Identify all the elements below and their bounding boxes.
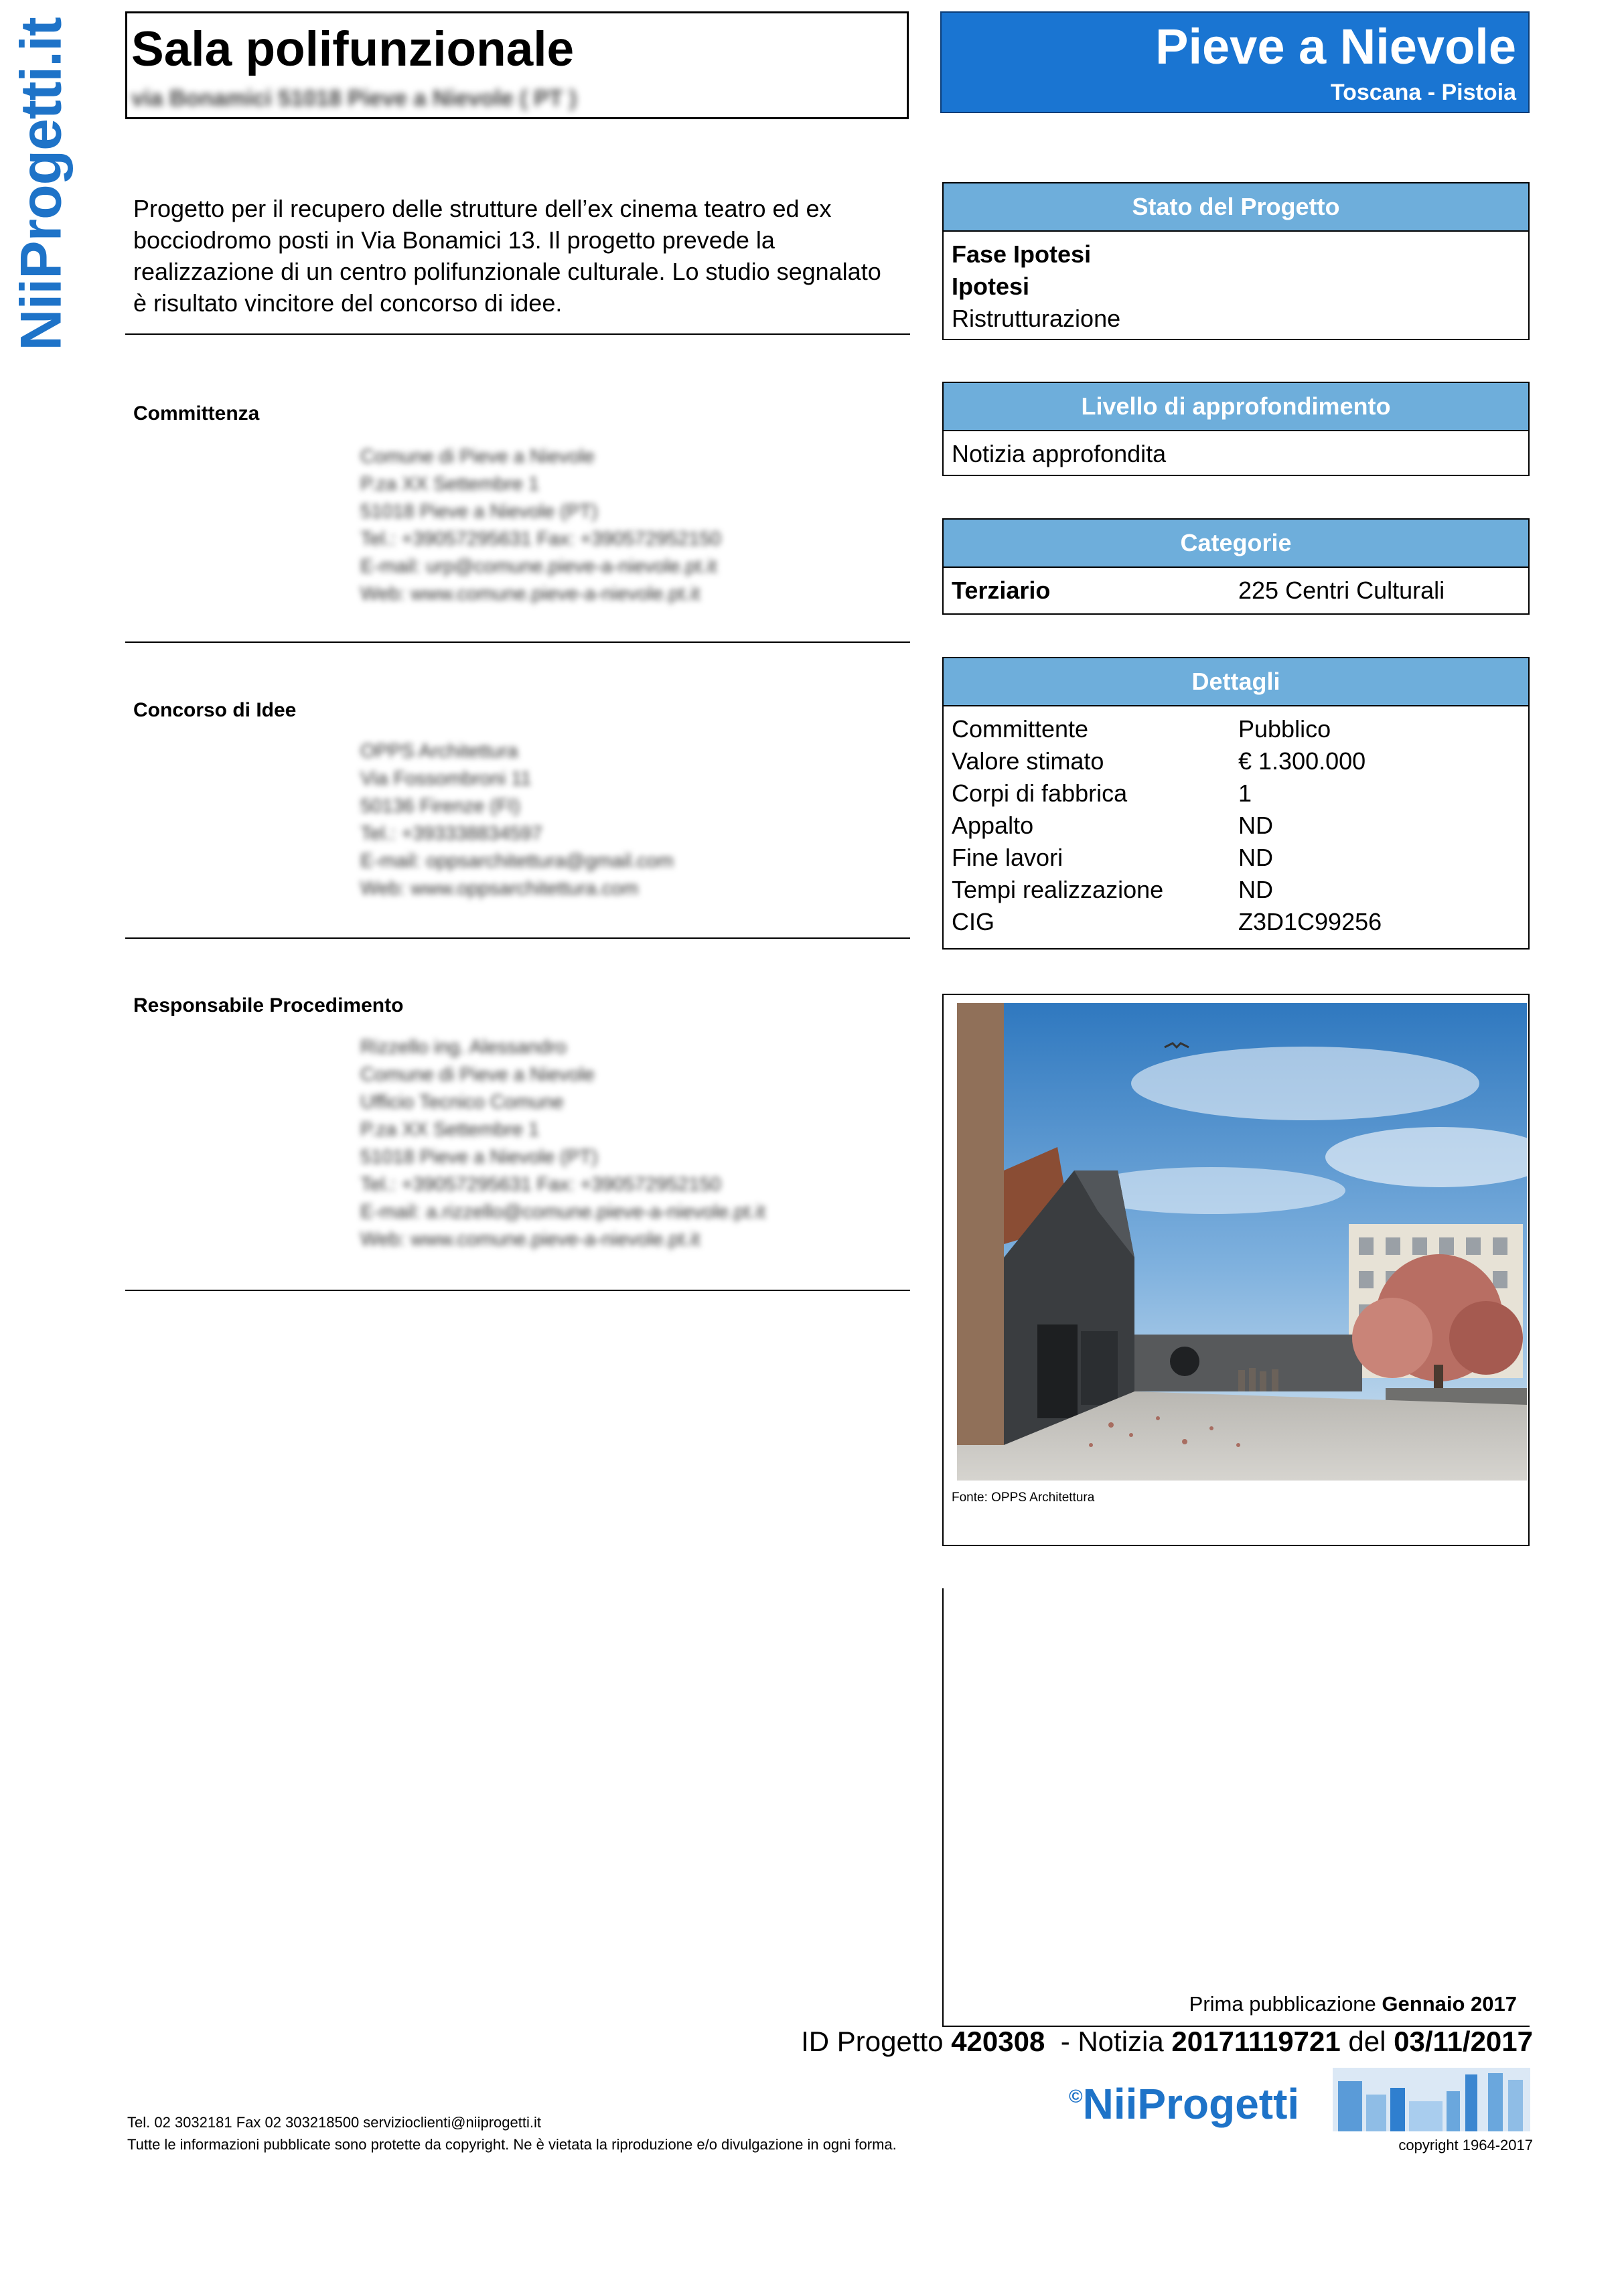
concorso-contact bbox=[360, 738, 674, 903]
city-box bbox=[940, 11, 1530, 113]
project-description: Progetto per il recupero delle strutture dell’ex cinema teatro ed ex bocciodromo posti in Via Bonamici 13. Il progetto prevede la realizzazione di un centro polifunzionale culturale. Lo studio segnalato è risultato vincitore del concorso di idee. bbox=[133, 195, 881, 317]
dettagli-value: € 1.300.000 bbox=[1238, 747, 1366, 775]
contact-line: P.za XX Settembre 1 bbox=[360, 1119, 540, 1140]
tipo-value: Ristrutturazione bbox=[952, 305, 1121, 332]
niiprogetti-side-logo: NiiProgetti.it bbox=[9, 17, 74, 351]
contact-line: 50136 Firenze (FI) bbox=[360, 796, 520, 817]
dettagli-row bbox=[952, 713, 1520, 745]
contact-line: Comune di Pieve a Nievole bbox=[360, 446, 595, 467]
contact-line: 51018 Pieve a Nievole (PT) bbox=[360, 1146, 598, 1168]
dettagli-panel bbox=[942, 657, 1530, 950]
skyline-logo-icon bbox=[1333, 2068, 1530, 2131]
city-name: Pieve a Nievole bbox=[1155, 19, 1516, 74]
contact-line: Rizzello ing. Alessandro bbox=[360, 1037, 567, 1058]
contact-line: E-mail: oppsarchitettura@gmail.com bbox=[360, 850, 674, 872]
categoria-value: 225 Centri Culturali bbox=[1238, 577, 1445, 604]
livello-panel bbox=[942, 382, 1530, 476]
dettagli-value: ND bbox=[1238, 876, 1273, 903]
dettagli-row bbox=[952, 810, 1520, 842]
project-title: Sala polifunzionale bbox=[131, 22, 575, 76]
dettagli-key: Appalto bbox=[952, 812, 1034, 839]
responsabile-label: Responsabile Procedimento bbox=[133, 994, 404, 1016]
divider bbox=[125, 1290, 910, 1291]
categoria-key: Terziario bbox=[952, 577, 1051, 604]
dettagli-key: Fine lavori bbox=[952, 844, 1063, 871]
dettagli-row bbox=[952, 777, 1520, 810]
dettagli-value: 1 bbox=[1238, 779, 1252, 807]
prima-pubblicazione: Prima pubblicazione Gennaio 2017 bbox=[1189, 1992, 1517, 2016]
image-caption: Fonte: OPPS Architettura bbox=[952, 1491, 1095, 1505]
dettagli-value: Z3D1C99256 bbox=[1238, 908, 1382, 935]
project-address: via Bonamici 51018 Pieve a Nievole ( PT ) bbox=[131, 86, 577, 111]
committenza-contact bbox=[360, 443, 721, 608]
livello-value: Notizia approfondita bbox=[952, 440, 1167, 467]
contact-line: Via Fossombroni 11 bbox=[360, 768, 532, 789]
dettagli-key: Valore stimato bbox=[952, 747, 1104, 775]
contact-line: Tel.: +39057295631 Fax: +390572952150 bbox=[360, 528, 721, 550]
dettagli-row bbox=[952, 745, 1520, 777]
concorso-label: Concorso di Idee bbox=[133, 699, 297, 721]
dettagli-key: Tempi realizzazione bbox=[952, 876, 1164, 903]
dettagli-row bbox=[952, 874, 1520, 906]
stato-header: Stato del Progetto bbox=[944, 183, 1528, 232]
dettagli-value: ND bbox=[1238, 812, 1273, 839]
region-name: Toscana - Pistoia bbox=[1330, 80, 1516, 105]
id-progetto-line: ID Progetto 420308 - Notizia 20171119721 del 03/11/2017 bbox=[801, 2026, 1533, 2057]
contact-line: Tel.: +39057295631 Fax: +390572952150 bbox=[360, 1174, 721, 1195]
dettagli-key: CIG bbox=[952, 908, 995, 935]
frame-line bbox=[942, 1588, 944, 2027]
project-render-image bbox=[957, 1003, 1527, 1481]
fase-sub-value: Ipotesi bbox=[952, 273, 1030, 300]
categorie-header: Categorie bbox=[944, 520, 1528, 568]
divider bbox=[125, 333, 910, 335]
categorie-panel bbox=[942, 518, 1530, 615]
dettagli-header: Dettagli bbox=[944, 658, 1528, 706]
contact-line: OPPS Architettura bbox=[360, 741, 518, 762]
project-image-panel bbox=[942, 994, 1530, 1546]
dettagli-value: ND bbox=[1238, 844, 1273, 871]
footer-contacts: Tel. 02 3032181 Fax 02 303218500 servizioclienti@niiprogetti.it bbox=[127, 2114, 541, 2131]
dettagli-key: Committente bbox=[952, 715, 1089, 743]
contact-line: Ufficio Tecnico Comune bbox=[360, 1091, 564, 1113]
divider bbox=[125, 641, 910, 643]
project-title-box bbox=[125, 11, 909, 119]
committenza-label: Committenza bbox=[133, 402, 260, 425]
stato-panel bbox=[942, 182, 1530, 340]
divider bbox=[125, 937, 910, 939]
contact-line: Web: www.comune.pieve-a-nievole.pt.it bbox=[360, 583, 700, 605]
dettagli-row bbox=[952, 906, 1520, 938]
dettagli-key: Corpi di fabbrica bbox=[952, 779, 1128, 807]
livello-header: Livello di approfondimento bbox=[944, 383, 1528, 431]
contact-line: E-mail: urp@comune.pieve-a-nievole.pt.it bbox=[360, 556, 717, 577]
dettagli-row bbox=[952, 842, 1520, 874]
contact-line: E-mail: a.rizzello@comune.pieve-a-nievole.pt.it bbox=[360, 1201, 765, 1223]
dettagli-value: Pubblico bbox=[1238, 715, 1331, 743]
contact-line: Comune di Pieve a Nievole bbox=[360, 1064, 595, 1085]
footer-copyright-notice: Tutte le informazioni pubblicate sono protette da copyright. Ne è vietata la riproduzione e/o divulgazione in ogni forma. bbox=[127, 2136, 897, 2153]
fase-value: Fase Ipotesi bbox=[952, 240, 1092, 268]
contact-line: Web: www.oppsarchitettura.com bbox=[360, 878, 639, 899]
contact-line: Web: www.comune.pieve-a-nievole.pt.it bbox=[360, 1229, 700, 1250]
niiprogetti-brand-logo: ©NiiProgetti bbox=[1069, 2080, 1300, 2128]
copyright-years: copyright 1964-2017 bbox=[1398, 2137, 1533, 2153]
responsabile-contact bbox=[360, 1034, 765, 1254]
contact-line: P.za XX Settembre 1 bbox=[360, 473, 540, 495]
contact-line: Tel.: +393338834597 bbox=[360, 823, 542, 844]
contact-line: 51018 Pieve a Nievole (PT) bbox=[360, 501, 598, 522]
